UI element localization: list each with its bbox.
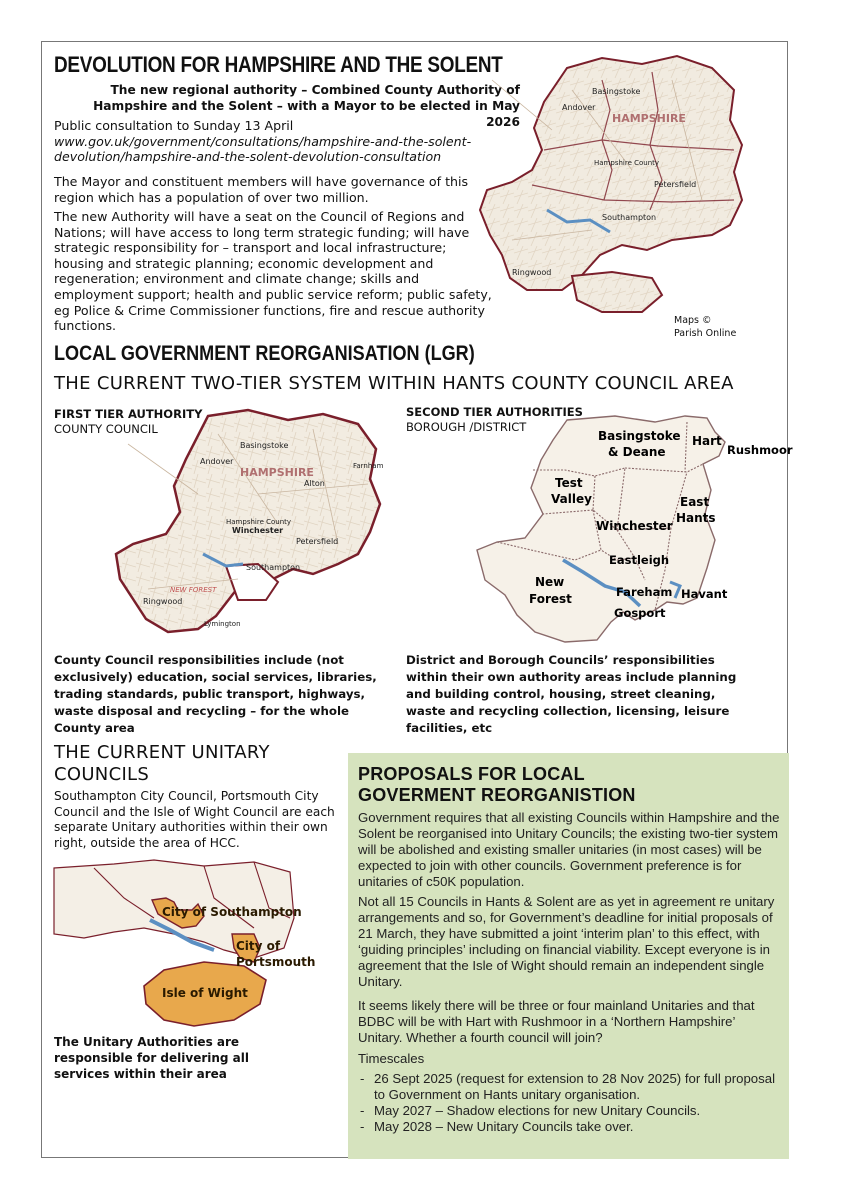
first-tier-caption: FIRST TIER AUTHORITY COUNTY COUNCIL — [54, 407, 203, 436]
district-label-havant: Havant — [681, 587, 728, 601]
county-label-new-forest: NEW FOREST — [170, 586, 217, 594]
proposals-para-1: Government requires that all existing Councils within Hampshire and the Solent be reorganised into Unitary Councils; the existing two-tier system will be abolished and existing smaller unitaries (in most cases) will be expected to join with other councils. Government preference is for unitaries of c50K population. — [358, 810, 780, 889]
map-credit: Maps © Parish Online — [674, 315, 737, 339]
map-label-southampton: Southampton — [602, 213, 657, 222]
county-label-hampshire: HAMPSHIRE — [240, 466, 314, 479]
district-label-basingstoke: Basingstoke — [598, 429, 681, 443]
district-label-deane: & Deane — [608, 445, 666, 459]
county-label-farnham: Farnham — [353, 462, 384, 470]
timescale-item: - May 2027 – Shadow elections for new Unitary Councils. — [358, 1103, 782, 1119]
proposals-box — [348, 753, 789, 1159]
district-label-rushmoor: Rushmoor — [727, 443, 793, 457]
county-label-southampton: Southampton — [246, 563, 301, 572]
subtitle: The new regional authority – Combined County Authority of Hampshire and the Solent – with a Mayor to be elected in May 2026 — [93, 83, 520, 129]
proposals-para-3: It seems likely there will be three or four mainland Unitaries and that BDBC will be with Hart with Rushmoor in a ‘Northern Hampshire’ Unitary. Whether a fourth council will join? — [358, 998, 755, 1045]
district-label-gosport: Gosport — [614, 606, 666, 620]
map-label-basingstoke: Basingstoke — [592, 87, 641, 96]
district-label-winchester: Winchester — [596, 519, 673, 533]
timescales-list — [358, 1071, 782, 1135]
timescale-item: - May 2028 – New Unitary Councils take over. — [358, 1119, 782, 1135]
county-label-alton: Alton — [304, 479, 325, 488]
consultation-url[interactable]: www.gov.uk/government/consultations/hampshire-and-the-solent-devolution/hampshire-and-the-solent-devolution-consultation — [54, 133, 472, 165]
map-label-andover: Andover — [562, 103, 596, 112]
county-label-lymington: Lymington — [204, 620, 241, 628]
unitary-heading: THE CURRENT UNITARY COUNCILS — [54, 742, 270, 785]
proposals-para-2: Not all 15 Councils in Hants & Solent are as yet in agreement re unitary arrangements and so, for Government’s deadline for initial proposals of 21 March, they have submitted a joint ‘interim plan’ to this effect, with ‘guiding principles’ including on financial viability. Except everyone is in agreement that the Isle of Wight should remain an independent single Unitary. — [358, 894, 775, 989]
consultation-date: Public consultation to Sunday 13 April — [54, 118, 294, 133]
unitary-label-southampton: City of Southampton — [162, 905, 302, 919]
county-label-andover: Andover — [200, 457, 234, 466]
timescale-item: - 26 Sept 2025 (request for extension to 28 Nov 2025) for full proposal to Government on Hants unitary organisation. — [358, 1071, 782, 1103]
district-label-fareham: Fareham — [616, 585, 673, 599]
county-council-map — [108, 404, 388, 644]
unitary-label-portsmouth: Portsmouth — [236, 955, 316, 969]
county-responsibilities: County Council responsibilities include (not exclusively) education, social services, libraries, trading standards, public transport, highways, waste disposal and recycling – for the whole County area — [54, 653, 377, 735]
lgr-title: LOCAL GOVERNMENT REORGANISATION (LGR) — [54, 342, 475, 365]
map-label-hampshire: HAMPSHIRE — [612, 112, 686, 125]
county-label-hampshire-county: Hampshire County — [226, 518, 292, 526]
devolution-para-1: The Mayor and constituent members will have governance of this region which has a population of over two million. — [54, 174, 469, 205]
district-label-hart: Hart — [692, 434, 722, 448]
proposals-title: PROPOSALS FOR LOCAL GOVERMENT REORGANISTION — [358, 764, 636, 805]
district-label-forest: Forest — [529, 592, 572, 606]
district-label-new: New — [535, 575, 565, 589]
unitary-map — [54, 858, 316, 1030]
timescales-heading: Timescales — [358, 1051, 425, 1066]
unitary-responsibility: The Unitary Authorities are responsible for delivering all services within their area — [54, 1035, 249, 1081]
unitary-text: Southampton City Council, Portsmouth City Council and the Isle of Wight Council are each separate Unitary authorities within their own right, outside the area of HCC. — [54, 789, 335, 850]
district-label-valley: Valley — [551, 492, 592, 506]
main-title: DEVOLUTION FOR HAMPSHIRE AND THE SOLENT — [54, 52, 503, 77]
county-label-petersfield: Petersfield — [296, 537, 339, 546]
map-label-hampshire-county: Hampshire County — [594, 159, 660, 167]
county-label-basingstoke: Basingstoke — [240, 441, 289, 450]
district-responsibilities: District and Borough Councils’ responsibilities within their own authority areas include planning and building control, housing, street cleaning, waste and recycling collection, licensing, leisure facilities, etc — [406, 653, 737, 735]
unitary-label-city-of: City of — [236, 939, 281, 953]
district-label-test: Test — [555, 476, 583, 490]
map-label-ringwood: Ringwood — [512, 268, 552, 277]
district-label-east: East — [680, 495, 710, 509]
unitary-label-iow: Isle of Wight — [162, 986, 248, 1000]
two-tier-heading: THE CURRENT TWO-TIER SYSTEM WITHIN HANTS COUNTY COUNCIL AREA — [54, 373, 734, 394]
county-label-ringwood: Ringwood — [143, 597, 183, 606]
district-map — [475, 410, 793, 646]
map-label-petersfield: Petersfield — [654, 180, 697, 189]
district-label-eastleigh: Eastleigh — [609, 553, 670, 567]
district-label-hants: Hants — [676, 511, 716, 525]
hampshire-solent-map — [472, 50, 764, 318]
second-tier-caption: SECOND TIER AUTHORITIES BOROUGH /DISTRICT — [406, 405, 583, 434]
consultation-block — [54, 118, 484, 165]
county-label-winchester: Winchester — [232, 526, 284, 535]
devolution-para-2: The new Authority will have a seat on the Council of Regions and Nations; will have access to long term strategic funding; will have strategic responsibility for – transport and local infrastructure; housing and strategic planning; economic development and regeneration; environment and climate change; skills and employment support; health and public service reform; public safety, eg Police & Crime Commissioner functions, fire and rescue authority functions. — [54, 209, 492, 334]
